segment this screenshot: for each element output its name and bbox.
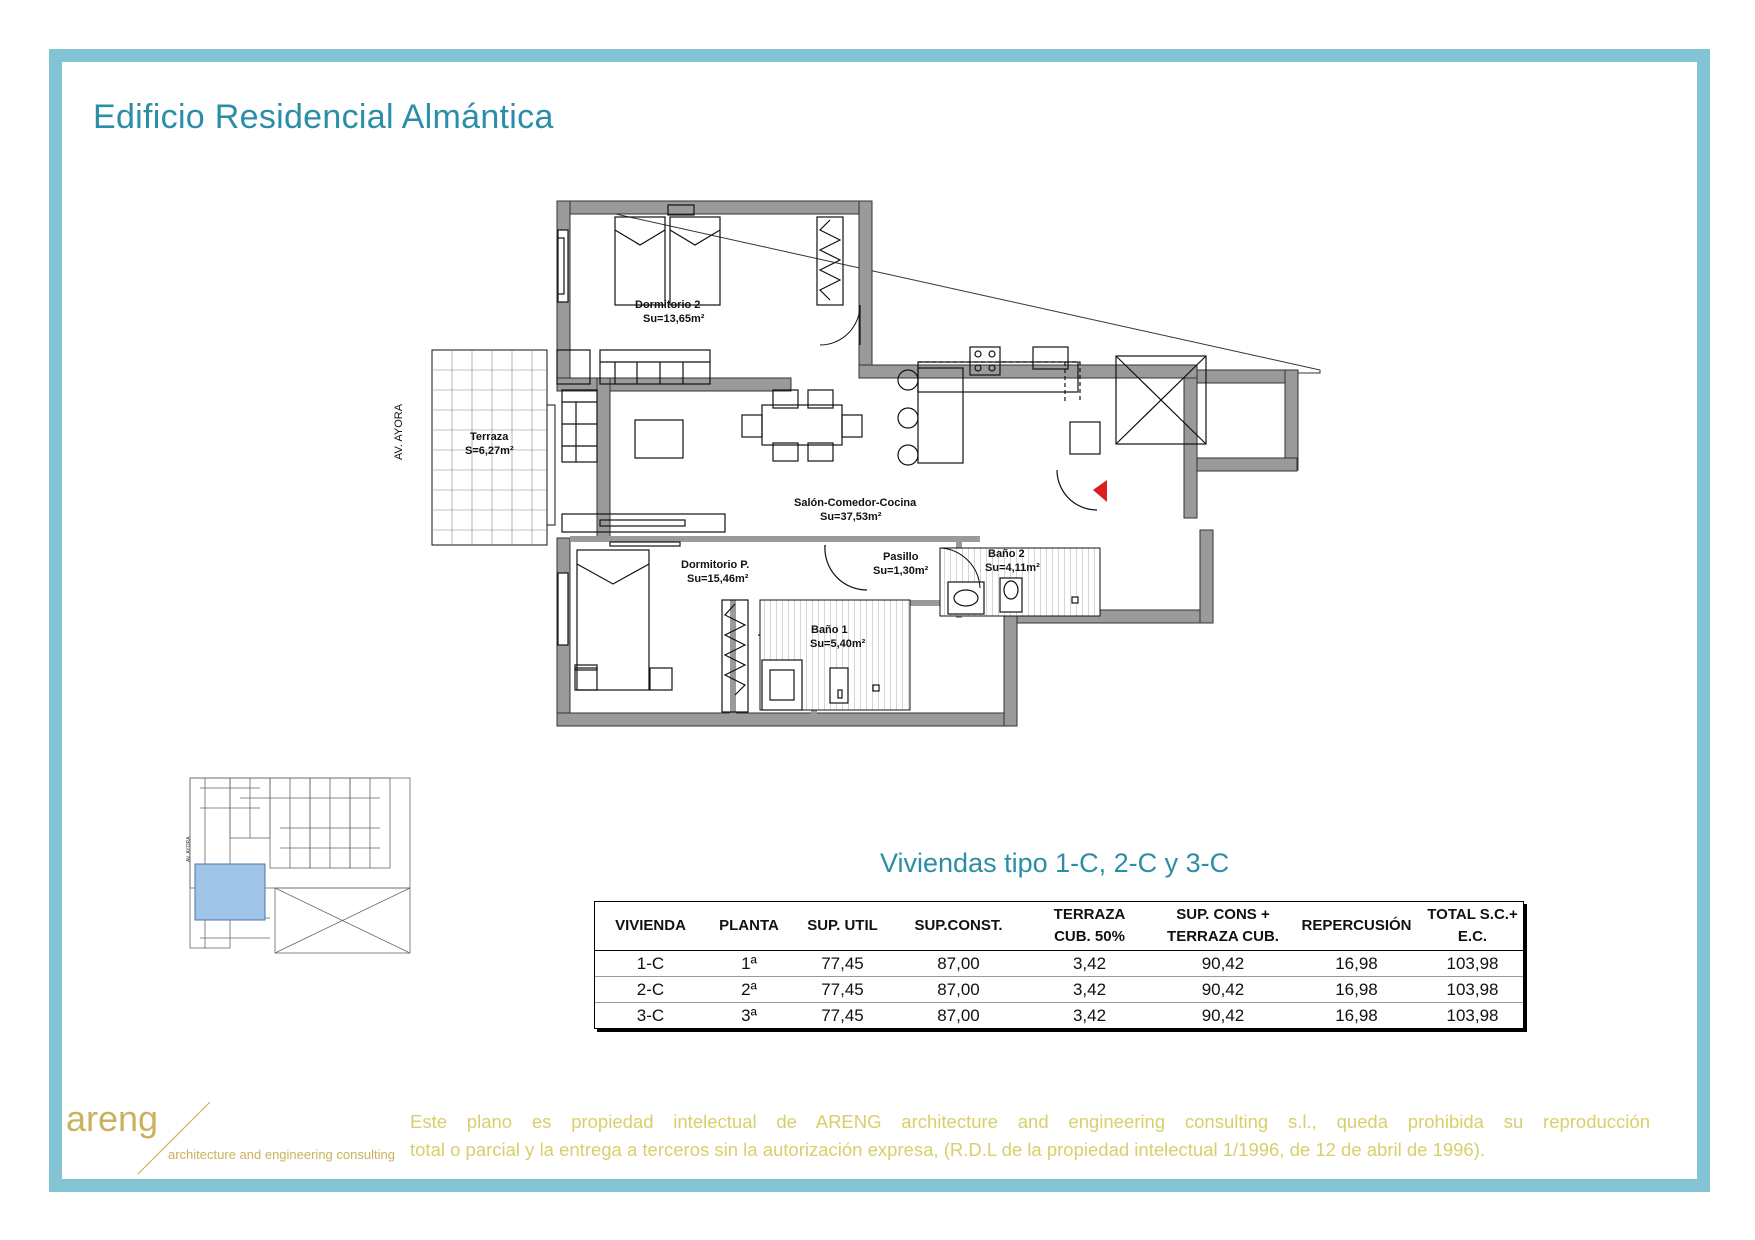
cell-vivienda: 2-C bbox=[595, 977, 706, 1003]
cell-sup-cons-terraza: 90,42 bbox=[1155, 1003, 1291, 1029]
cell-sup-util: 77,45 bbox=[792, 951, 893, 977]
bathroom1 bbox=[760, 600, 910, 710]
room-area: Su=5,40m² bbox=[810, 638, 866, 650]
cell-total: 103,98 bbox=[1422, 977, 1523, 1003]
cell-planta: 1ª bbox=[706, 951, 792, 977]
cell-sup-cons-terraza: 90,42 bbox=[1155, 977, 1291, 1003]
street-label: AV. AYORA bbox=[393, 403, 405, 460]
cell-sup-util: 77,45 bbox=[792, 977, 893, 1003]
col-planta: PLANTA bbox=[706, 902, 792, 951]
cell-terraza: 3,42 bbox=[1024, 1003, 1155, 1029]
logo-slash-icon bbox=[130, 1098, 220, 1178]
room-area: S=6,27m² bbox=[465, 445, 514, 457]
room-area: Su=4,11m² bbox=[985, 562, 1040, 574]
disclaimer-line: total o parcial y la entrega a terceros sin la autorización expresa, (R.D.L de la propiedad intelectual 1/1996, de 12 de abril de 1996). bbox=[410, 1139, 1486, 1160]
table-title: Viviendas tipo 1-C, 2-C y 3-C bbox=[880, 848, 1230, 878]
cell-planta: 3ª bbox=[706, 1003, 792, 1029]
room-area: Su=37,53m² bbox=[820, 511, 882, 523]
cell-sup-util: 77,45 bbox=[792, 1003, 893, 1029]
col-sup-const: SUP.CONST. bbox=[893, 902, 1024, 951]
housing-table-grid bbox=[595, 902, 1523, 1028]
minimap-street-label: AV. AYORA bbox=[186, 836, 192, 862]
floor-plan bbox=[393, 190, 1380, 800]
cell-total: 103,98 bbox=[1422, 1003, 1523, 1029]
page-title: Edificio Residencial Almántica bbox=[93, 98, 554, 136]
room-area: Su=13,65m² bbox=[643, 313, 705, 325]
building-minimap bbox=[180, 768, 420, 958]
table-header-row bbox=[595, 902, 1523, 951]
cell-sup-const: 87,00 bbox=[893, 977, 1024, 1003]
table-row bbox=[595, 951, 1523, 977]
bedroom2-furniture bbox=[558, 205, 860, 345]
col-terraza: TERRAZA CUB. 50% bbox=[1024, 902, 1155, 951]
entrance-marker bbox=[1093, 480, 1107, 502]
cell-terraza: 3,42 bbox=[1024, 951, 1155, 977]
col-sup-cons-terraza: SUP. CONS + TERRAZA CUB. bbox=[1155, 902, 1291, 951]
room-name: Salón-Comedor-Cocina bbox=[794, 497, 917, 509]
cell-sup-const: 87,00 bbox=[893, 951, 1024, 977]
room-name: Baño 1 bbox=[811, 624, 848, 636]
room-area: Su=1,30m² bbox=[873, 565, 929, 577]
cell-total: 103,98 bbox=[1422, 951, 1523, 977]
company-logo-subtitle: architecture and engineering consulting bbox=[168, 1147, 395, 1162]
room-name: Dormitorio 2 bbox=[635, 299, 701, 311]
highlight-unit bbox=[195, 864, 265, 920]
cell-repercusion: 16,98 bbox=[1291, 951, 1422, 977]
disclaimer-line: Este plano es propiedad intelectual de ARENG architecture and engineering consulting s.l., queda prohibida su reproducción bbox=[410, 1111, 1650, 1132]
building-minimap-drawing bbox=[180, 768, 420, 958]
cell-vivienda: 3-C bbox=[595, 1003, 706, 1029]
housing-table bbox=[594, 901, 1524, 1029]
cell-terraza: 3,42 bbox=[1024, 977, 1155, 1003]
col-repercusion: REPERCUSIÓN bbox=[1291, 902, 1422, 951]
room-name: Baño 2 bbox=[988, 548, 1025, 560]
floor-plan-drawing bbox=[393, 190, 1380, 800]
company-logo: areng bbox=[66, 1098, 159, 1139]
table-row bbox=[595, 1003, 1523, 1029]
col-total: TOTAL S.C.+ E.C. bbox=[1422, 902, 1523, 951]
cell-vivienda: 1-C bbox=[595, 951, 706, 977]
copyright-disclaimer bbox=[410, 1108, 1650, 1164]
cell-planta: 2ª bbox=[706, 977, 792, 1003]
table-row bbox=[595, 977, 1523, 1003]
room-name: Dormitorio P. bbox=[681, 559, 750, 571]
cell-repercusion: 16,98 bbox=[1291, 977, 1422, 1003]
room-name: Pasillo bbox=[883, 551, 919, 563]
cell-repercusion: 16,98 bbox=[1291, 1003, 1422, 1029]
cell-sup-const: 87,00 bbox=[893, 1003, 1024, 1029]
col-sup-util: SUP. UTIL bbox=[792, 902, 893, 951]
room-name: Terraza bbox=[470, 431, 509, 443]
cell-sup-cons-terraza: 90,42 bbox=[1155, 951, 1291, 977]
room-area: Su=15,46m² bbox=[687, 573, 749, 585]
col-vivienda: VIVIENDA bbox=[595, 902, 706, 951]
